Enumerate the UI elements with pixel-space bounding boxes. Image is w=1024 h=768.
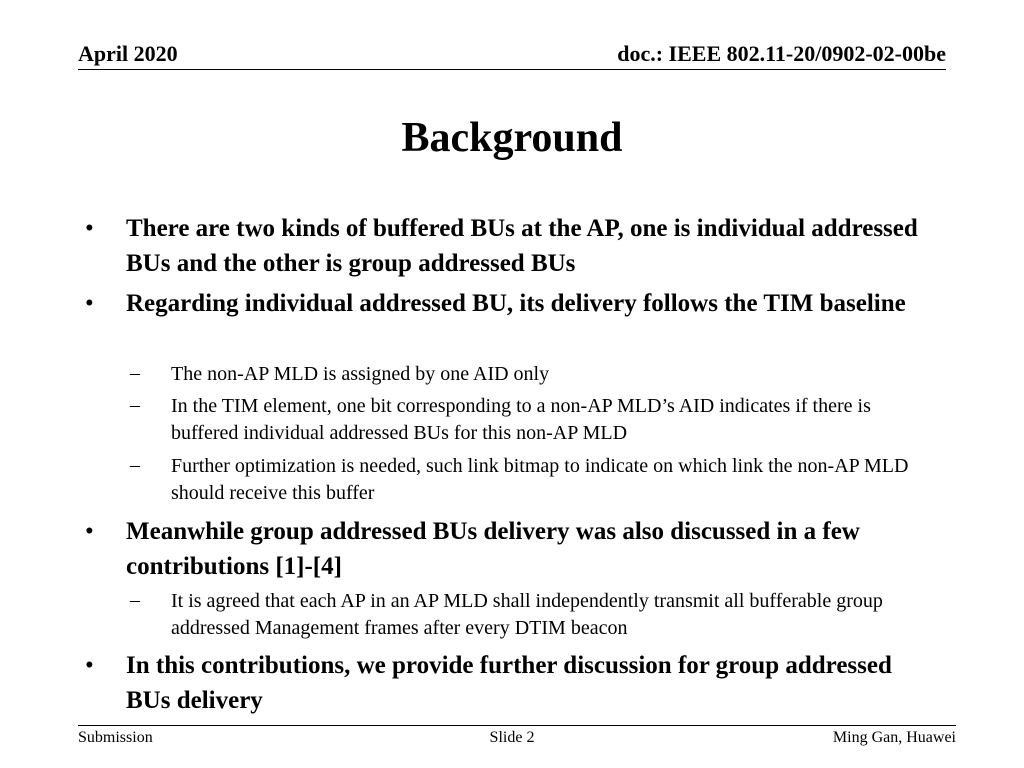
footer-divider xyxy=(78,725,956,726)
sub-bullet-marker: – xyxy=(130,394,140,416)
bullet-text: In this contributions, we provide further discussion for group addressed BUs delivery xyxy=(126,652,892,714)
sub-bullet-2-2 xyxy=(130,393,941,447)
sub-bullet-text: It is agreed that each AP in an AP MLD shall independently transmit all bufferable group addressed Management frames after every DTIM beacon xyxy=(171,590,883,639)
header-divider xyxy=(78,69,946,70)
bullet-text: Meanwhile group addressed BUs delivery was also discussed in a few contributions [1]-[4] xyxy=(126,518,860,580)
bullet-2 xyxy=(85,286,926,321)
bullet-marker: • xyxy=(85,518,94,545)
header-date: April 2020 xyxy=(78,41,178,66)
bullet-marker: • xyxy=(85,290,94,317)
bullet-text: There are two kinds of buffered BUs at the AP, one is individual addressed BUs and the other is group addressed BUs xyxy=(126,215,918,277)
sub-bullet-text: Further optimization is needed, such link bitmap to indicate on which link the non-AP MLD should receive this buffer xyxy=(171,455,909,504)
bullet-3 xyxy=(85,514,926,584)
sub-bullet-text: The non-AP MLD is assigned by one AID only xyxy=(171,363,550,385)
footer-submission: Submission xyxy=(78,729,153,746)
bullet-marker: • xyxy=(85,652,94,679)
footer-slide-number: Slide 2 xyxy=(489,729,535,746)
sub-bullet-text: In the TIM element, one bit corresponding to a non-AP MLD’s AID indicates if there is buffered individual addressed BUs for this non-AP MLD xyxy=(171,395,871,444)
sub-bullet-marker: – xyxy=(130,454,140,476)
sub-bullet-2-1 xyxy=(130,361,941,388)
bullet-1 xyxy=(85,211,926,281)
bullet-text: Regarding individual addressed BU, its delivery follows the TIM baseline xyxy=(126,290,906,317)
bullet-4 xyxy=(85,648,926,718)
sub-bullet-2-3 xyxy=(130,453,941,507)
slide-title: Background xyxy=(401,115,623,161)
bullet-marker: • xyxy=(85,215,94,242)
header-doc-id: doc.: IEEE 802.11-20/0902-02-00be xyxy=(617,41,946,66)
sub-bullet-3-1 xyxy=(130,588,941,642)
footer-author: Ming Gan, Huawei xyxy=(832,729,956,746)
sub-bullet-marker: – xyxy=(130,589,140,611)
sub-bullet-marker: – xyxy=(130,362,140,384)
